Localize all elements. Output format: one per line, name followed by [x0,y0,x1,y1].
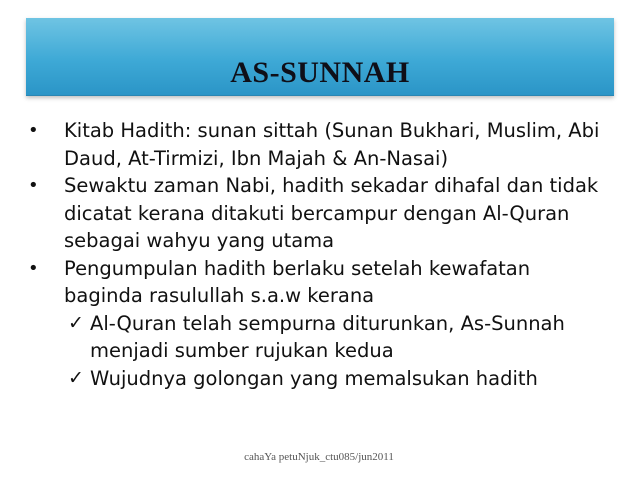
bullet-icon: • [28,175,39,196]
bullet-icon: • [28,257,39,279]
bullet-text: Sewaktu zaman Nabi, hadith sekadar dihafal dan tidak dicatat kerana ditakuti bercampur dengan Al-Quran sebagai wahyu yang utama [64,174,599,252]
slide-footer: cahaYa petuNjuk_ctu085/jun2011 [244,451,394,463]
checkmark-icon: ✓ [68,311,84,334]
bullet-item [26,172,606,255]
checkmark-icon: ✓ [68,366,84,389]
bullet-text: Pengumpulan hadith berlaku setelah kewafatan baginda rasulullah s.a.w kerana [64,256,531,307]
bullet-item [26,255,606,310]
title-bar [26,18,614,96]
bullet-item [26,117,606,172]
slide-content [26,117,606,392]
bullet-text: Kitab Hadith: sunan sittah (Sunan Bukhari, Muslim, Abi Daud, At-Tirmizi, Ibn Majah & An-Nasai) [64,119,600,170]
sub-bullet-text: Al-Quran telah sempurna diturunkan, As-Sunnah menjadi sumber rujukan kedua [90,311,565,362]
slide-title: AS-SUNNAH [230,56,410,89]
sub-bullet-item [26,310,606,365]
sub-bullet-item [26,365,606,393]
sub-bullet-text: Wujudnya golongan yang memalsukan hadith [90,366,538,390]
bullet-icon: • [28,120,39,141]
